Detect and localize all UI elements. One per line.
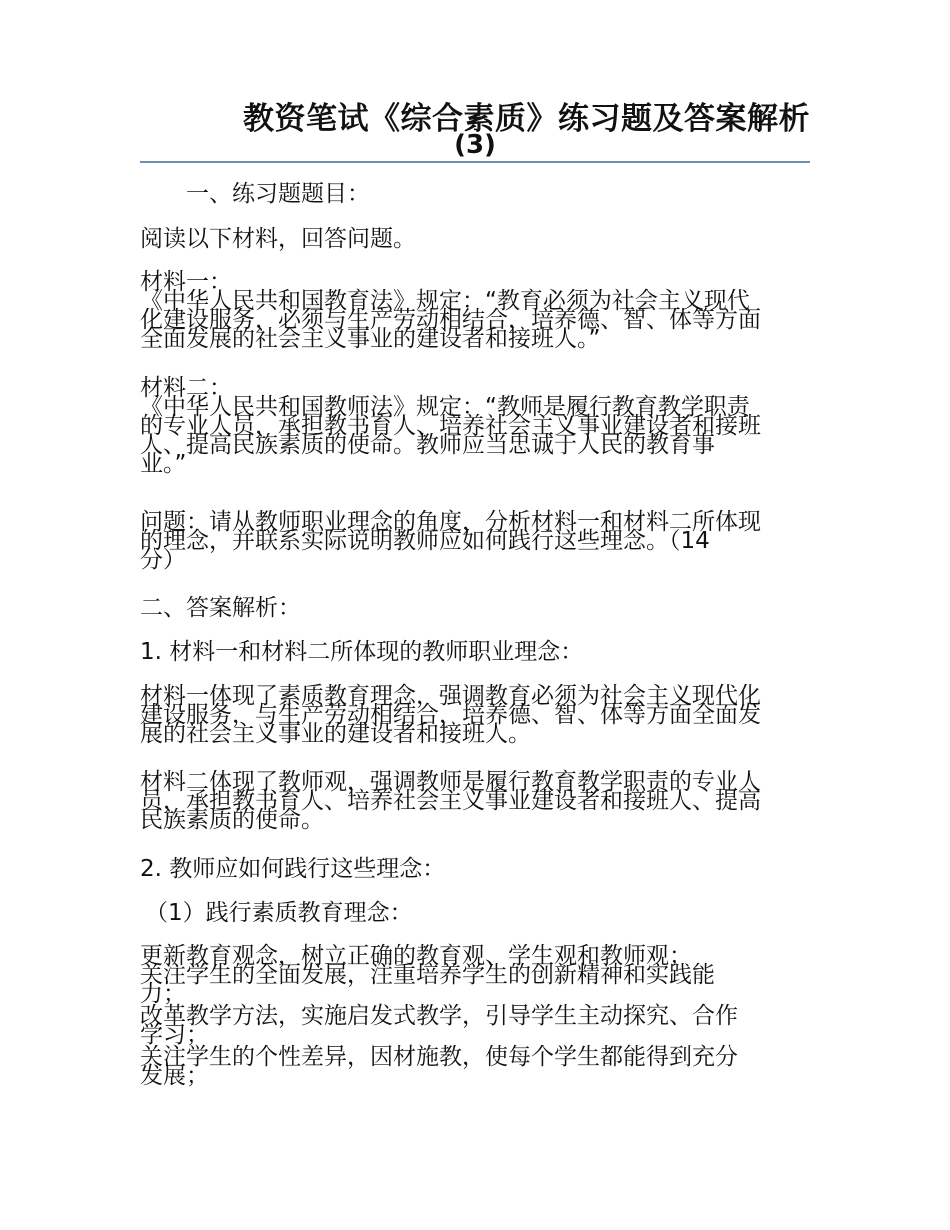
bullet-line: 学习；	[140, 1022, 209, 1048]
question-block	[140, 509, 812, 573]
question-line: 的理念，并联系实际说明教师应如何践行这些理念。（14	[140, 528, 710, 554]
material2-line: 《中华人民共和国教师法》规定：“教师是履行教育教学职责	[140, 394, 750, 420]
material2-line: 的专业人员，承担教书育人、培养社会主义事业建设者和接班	[140, 413, 761, 439]
bullet-line: 关注学生的个性差异，因材施教，使每个学生都能得到充分	[140, 1044, 738, 1070]
title-divider	[140, 161, 810, 163]
answer1-heading: 1. 材料一和材料二所体现的教师职业理念：	[140, 639, 584, 665]
material1-line: 全面发展的社会主义事业的建设者和接班人。”	[140, 326, 601, 352]
answer1-p1-line: 展的社会主义事业的建设者和接班人。	[140, 721, 531, 747]
material2-line: 业。”	[140, 451, 187, 477]
material1-line: 《中华人民共和国教育法》规定：“教育必须为社会主义现代	[140, 288, 750, 314]
document-title-number: (3)	[454, 130, 496, 160]
bullet-line: 力；	[140, 981, 186, 1007]
answer1-p2-line: 民族素质的使命。	[140, 807, 324, 833]
answer1-paragraph-1	[140, 683, 812, 747]
answer2-heading: 2. 教师应如何践行这些理念：	[140, 856, 446, 882]
bullet-line: 改革教学方法，实施启发式教学，引导学生主动探究、合作	[140, 1003, 738, 1029]
question-line: 问题：请从教师职业理念的角度，分析材料一和材料二所体现	[140, 509, 761, 535]
question-line: 分）	[140, 547, 186, 573]
answer1-p1-line: 材料一体现了素质教育理念，强调教育必须为社会主义现代化	[140, 683, 761, 709]
bullet-line: 发展；	[140, 1063, 209, 1089]
answer1-p2-line: 员，承担教书育人、培养社会主义事业建设者和接班人、提高	[140, 788, 761, 814]
document-title: 教资笔试《综合素质》练习题及答案解析	[243, 101, 810, 137]
material1-block	[140, 269, 812, 352]
material2-block	[140, 375, 812, 477]
material1-line: 化建设服务，必须与生产劳动相结合，培养德、智、体等方面	[140, 307, 761, 333]
answer1-p1-line: 建设服务，与生产劳动相结合，培养德、智、体等方面全面发	[140, 702, 761, 728]
answer1-p2-line: 材料二体现了教师观，强调教师是履行教育教学职责的专业人	[140, 769, 761, 795]
section2-heading: 二、答案解析：	[140, 595, 301, 621]
material1-label: 材料一：	[140, 269, 232, 295]
material2-label: 材料二：	[140, 375, 232, 401]
section1-heading: 一、练习题题目：	[186, 181, 370, 207]
answer2-bullets	[140, 943, 812, 1089]
material2-line: 人、提高民族素质的使命。教师应当忠诚于人民的教育事	[140, 432, 715, 458]
bullet-line: 关注学生的全面发展，注重培养学生的创新精神和实践能	[140, 962, 715, 988]
answer2-subheading: （1）践行素质教育理念：	[145, 900, 413, 926]
intro-text: 阅读以下材料，回答问题。	[140, 226, 416, 252]
bullet-line: 更新教育观念，树立正确的教育观、学生观和教师观；	[140, 943, 692, 969]
answer1-paragraph-2	[140, 769, 812, 833]
